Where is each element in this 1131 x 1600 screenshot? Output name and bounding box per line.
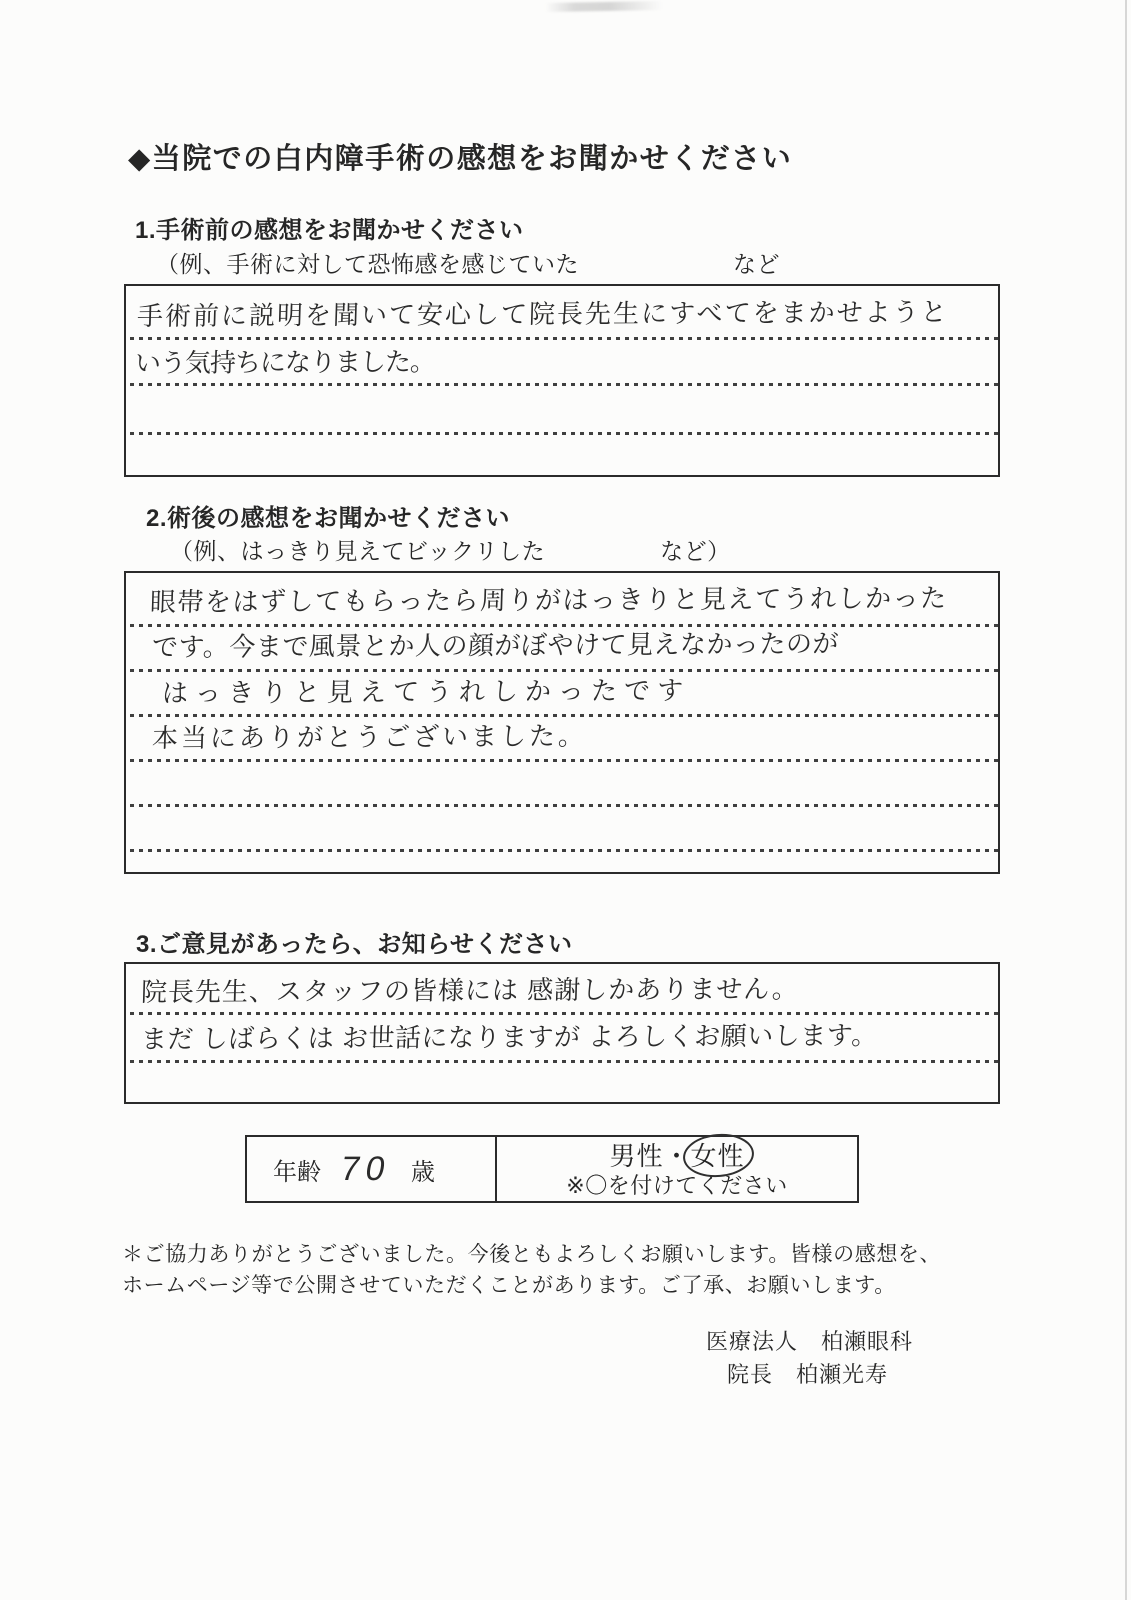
gender-male-label: 男性	[609, 1141, 664, 1171]
ruled-line	[130, 759, 998, 762]
age-value-handwritten: 70	[337, 1150, 395, 1188]
question-3-heading: 3.ご意見があったら、お知らせください	[136, 931, 573, 958]
handwritten-line: 本当にありがとうございました。	[151, 720, 588, 753]
ruled-line	[130, 669, 998, 672]
question-2-example-suffix: など）	[660, 538, 731, 564]
scan-artifact-edge-line	[1125, 0, 1127, 1600]
ruled-line	[130, 804, 998, 807]
handwritten-line: はっきりと見えてうれしかったです	[161, 675, 691, 708]
answer-box-3	[124, 962, 1000, 1104]
profile-table	[245, 1135, 859, 1203]
ruled-line	[130, 624, 998, 627]
question-1-example-suffix: など	[733, 251, 780, 277]
question-1-example-text: （例、手術に対して恐怖感を感じていた	[156, 251, 579, 277]
handwritten-line: まだ しばらくは お世話になりますが よろしくお願いします。	[140, 1020, 879, 1054]
handwritten-line: いう気持ちになりました。	[134, 346, 436, 378]
footer-thanks-line-1: ＊ご協力ありがとうございました。今後ともよろしくお願いします。皆様の感想を、	[122, 1243, 942, 1266]
handwritten-line: 手術前に説明を聞いて安心して院長先生にすべてをまかせようと	[136, 296, 950, 331]
gender-female-label-circled: 女性	[690, 1141, 745, 1171]
ruled-line	[130, 337, 998, 340]
gender-separator: ・	[663, 1141, 691, 1171]
gender-cell	[497, 1137, 857, 1201]
question-1-heading: 1.手術前の感想をお聞かせください	[135, 217, 524, 244]
footer-thanks-line-2: ホームページ等で公開させていただくことがあります。ご了承、お願いします。	[122, 1274, 896, 1297]
ruled-line	[130, 1012, 998, 1015]
question-2-heading: 2.術後の感想をお聞かせください	[146, 505, 511, 532]
ruled-line	[130, 432, 998, 435]
clinic-name: 医療法人 柏瀬眼科	[706, 1329, 914, 1354]
question-2-example	[170, 533, 731, 566]
age-cell	[247, 1137, 497, 1201]
answer-box-2	[124, 571, 1000, 874]
handwritten-line: です。今まで風景とか人の顔がぼやけて見えなかったのが	[151, 628, 840, 662]
ruled-line	[130, 383, 998, 386]
ruled-line	[130, 849, 998, 852]
handwritten-line: 眼帯をはずしてもらったら周りがはっきりと見えてうれしかった	[149, 582, 949, 617]
director-name: 院長 柏瀬光寿	[727, 1362, 889, 1387]
ruled-line	[130, 1060, 998, 1063]
scan-artifact-smudge	[545, 1, 663, 12]
ruled-line	[130, 714, 998, 717]
form-title: ◆当院での白内障手術の感想をお聞かせください	[128, 143, 793, 175]
gender-options	[609, 1141, 744, 1171]
age-label: 年齢	[273, 1158, 321, 1186]
gender-note: ※〇を付けてください	[566, 1173, 788, 1198]
question-2-example-text: （例、はっきり見えてビックリした	[170, 538, 546, 564]
age-unit: 歳	[410, 1158, 435, 1186]
answer-box-1	[124, 284, 1000, 477]
handwritten-line: 院長先生、スタッフの皆様には 感謝しかありません。	[140, 973, 800, 1007]
question-1-example	[156, 246, 780, 279]
